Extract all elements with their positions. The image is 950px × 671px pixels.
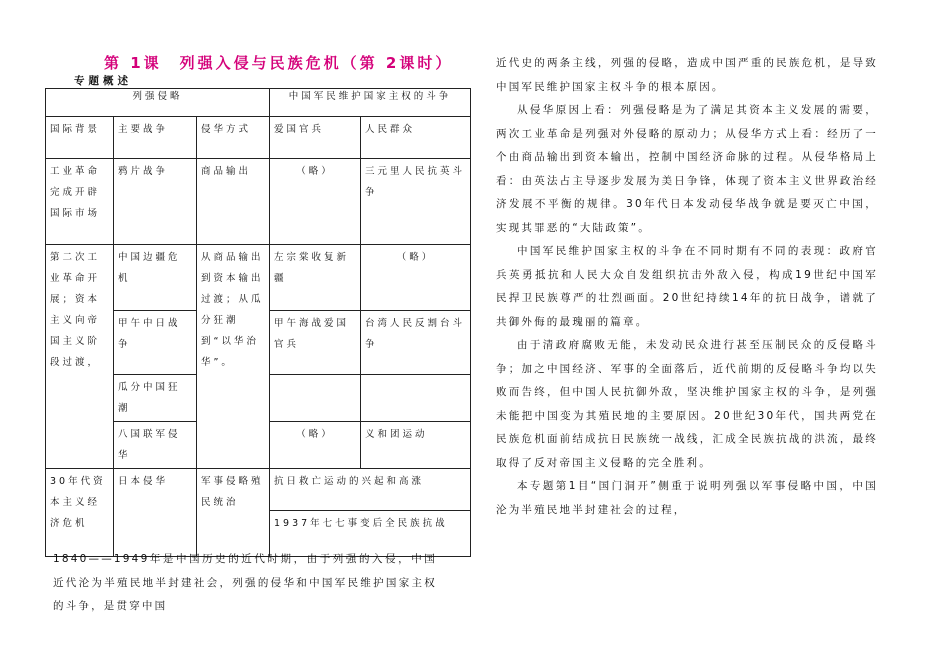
header-resistance: 中国军民维护国家主权的斗争 (270, 89, 471, 117)
table-cell: 甲午中日战争 (114, 311, 197, 375)
header-invasion: 列强侵略 (46, 89, 270, 117)
table-cell: （略） (270, 422, 361, 469)
table-cell: 从商品输出到资本输出过渡；从瓜分狂潮到“以华治华”。 (197, 245, 270, 469)
table-cell: （略） (270, 159, 361, 245)
table-cell: 三元里人民抗英斗争 (361, 159, 471, 245)
table-cell: 鸦片战争 (114, 159, 197, 245)
table-cell: 30年代资本主义经济危机 (46, 469, 114, 557)
right-column (496, 52, 878, 522)
table-cell: （略） (361, 245, 471, 311)
table-cell (361, 375, 471, 422)
table-cell: 八国联军侵华 (114, 422, 197, 469)
table-cell: 工业革命完成开辟国际市场 (46, 159, 114, 245)
section-subheading: 专题概述 (74, 75, 132, 87)
paragraph: 由于清政府腐败无能，未发动民众进行甚至压制民众的反侵略斗争；加之中国经济、军事的全面落后，近代前期的反侵略斗争均以失败而告终，但中国人民抗御外敌，坚决维护国家主权的斗争，是列强未能把中国变为其殖民地的主要原因。20世纪30年代，国共两党在民族危机面前结成抗日民族统一战线，汇成全民族抗战的洪流，最终取得了反对帝国主义侵略的完全胜利。 (496, 339, 878, 469)
table-cell (270, 375, 361, 422)
page-title: 第 1课 列强入侵与民族危机（第 2课时） (104, 54, 454, 72)
paragraph: 本专题第1目“国门洞开”侧重于说明列强以军事侵略中国，中国沦为半殖民地半封建社会的过程， (496, 480, 878, 516)
table-cell: 甲午海战爱国官兵 (270, 311, 361, 375)
table-cell: 1937年七七事变后全民族抗战 (270, 511, 471, 557)
table-cell: 抗日救亡运动的兴起和高涨 (270, 469, 471, 511)
col-header-method: 侵华方式 (197, 117, 270, 159)
paragraph: 从侵华原因上看：列强侵略是为了满足其资本主义发展的需要，两次工业革命是列强对外侵略的原动力；从侵华方式上看：经历了一个由商品输出到资本输出，控制中国经济命脉的过程。从侵华格局上看：由英法占主导逐步发展为美日争锋，体现了资本主义世界政治经济发展不平衡的规律。30年代日本发动侵华战争就是要灭亡中国，实现其罪恶的“大陆政策”。 (496, 104, 878, 234)
table-cell: 商品输出 (197, 159, 270, 245)
col-header-officers: 爱国官兵 (270, 117, 361, 159)
table-cell: 日本侵华 (114, 469, 197, 557)
col-header-background: 国际背景 (46, 117, 114, 159)
table-cell: 台湾人民反割台斗争 (361, 311, 471, 375)
paragraph: 中国军民维护国家主权的斗争在不同时期有不同的表现：政府官兵英勇抵抗和人民大众自发组织抗击外敌入侵，构成19世纪中国军民捍卫民族尊严的壮烈画面。20世纪持续14年的抗日战争，谱就了共御外侮的最瑰丽的篇章。 (496, 245, 878, 328)
table-cell: 中国边疆危机 (114, 245, 197, 311)
col-header-war: 主要战争 (114, 117, 197, 159)
paragraph: 近代史的两条主线，列强的侵略，造成中国严重的民族危机，是导致中国军民维护国家主权斗争的根本原因。 (496, 57, 878, 93)
intro-paragraph: 1840——1949年是中国历史的近代时期，由于列强的入侵，中国近代沦为半殖民地半封建社会，列强的侵华和中国军民维护国家主权的斗争，是贯穿中国 (53, 553, 437, 612)
col-header-people: 人民群众 (361, 117, 471, 159)
table-cell: 瓜分中国狂潮 (114, 375, 197, 422)
table-cell: 义和团运动 (361, 422, 471, 469)
table-cell: 左宗棠收复新疆 (270, 245, 361, 311)
topic-outline-table (45, 88, 471, 557)
table-cell: 第二次工业革命开展；资本主义向帝国主义阶段过渡， (46, 245, 114, 469)
table-cell: 军事侵略殖民统治 (197, 469, 270, 557)
